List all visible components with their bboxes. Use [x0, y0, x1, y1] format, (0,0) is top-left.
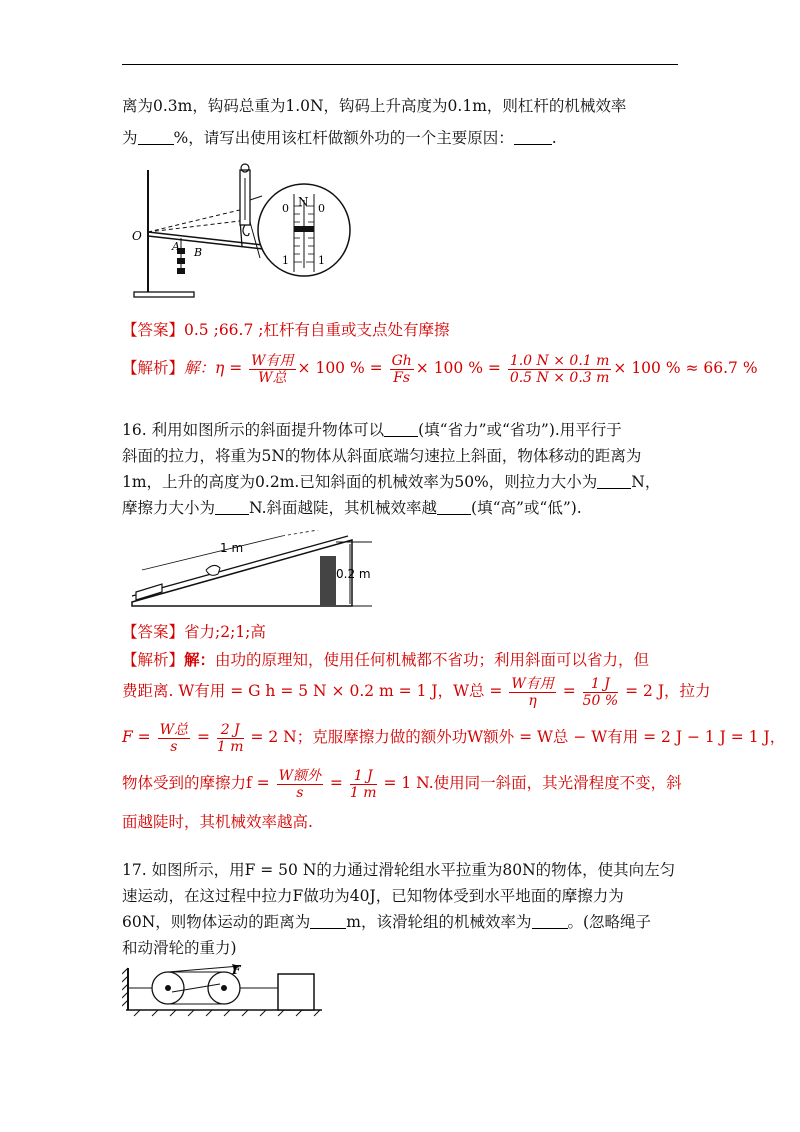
- fraction: $\frac{1 J}{1 m}$: [349, 767, 377, 801]
- answer-blank[interactable]: [138, 129, 174, 145]
- label-B: B: [194, 246, 203, 259]
- answer-blank[interactable]: [532, 913, 568, 929]
- q16-line1: 16. 利用如图所示的斜面提升物体可以 (填“省力”或“省功”).用平行于: [122, 421, 622, 439]
- label-zero-right: 0: [318, 202, 325, 215]
- pulley-figure: [122, 962, 342, 1022]
- fraction: $\frac{\text{W额外}}{s}$: [278, 767, 321, 801]
- q16-line2: 斜面的拉力，将重为5N的物体从斜面底端匀速拉上斜面，物体移动的距离为: [122, 447, 642, 465]
- q15-line1: 离为0.3m，钩码总重为1.0N，钩码上升高度为0.1m，则杠杆的机械效率: [122, 97, 627, 115]
- q15-line2: 为 %，请写出使用该杠杆做额外功的一个主要原因： .: [122, 129, 557, 147]
- q17-line2: 速运动，在这过程中拉力F做功为40J，已知物体受到水平地面的摩擦力为: [122, 887, 624, 905]
- q16-line4: 摩擦力大小为 N.斜面越陡，其机械效率越 (填“高”或“低”).: [122, 499, 582, 517]
- answer-blank[interactable]: [215, 499, 249, 515]
- label-F: F: [232, 963, 241, 977]
- label-O: O: [132, 229, 142, 243]
- answer-blank[interactable]: [514, 129, 552, 145]
- label-N: N: [298, 195, 309, 209]
- q17-line1: 17. 如图所示，用F = 50 N的力通过滑轮组水平拉重为80N的物体，使其向左匀: [122, 861, 676, 879]
- label-one-right: 1: [318, 254, 325, 267]
- q16-analysis-l3: F = $\frac{\text{W总}}{s}$ = $\frac{2 J}{1 m}$ = 2 N；克服摩擦力做的额外功W额外 = W总 − W有用 = 2 J − 1 J = 1 J，: [122, 721, 786, 755]
- label-length: 1 m: [220, 541, 244, 555]
- q17-line3: 60N，则物体运动的距离为 m，该滑轮组的机械效率为 。(忽略绳子: [122, 913, 652, 931]
- header-rule: [122, 64, 678, 65]
- fraction: $\frac{\text{W有用}}{\eta}$: [511, 675, 554, 709]
- fraction: $\frac{\text{W有用}}{\text{W总}}$: [251, 352, 294, 386]
- q15-analysis: 【解析】解：η = $\frac{\text{W有用}}{\text{W总}}$ × 100 % = $\frac{Gh}{Fs}$ × 100 % = $\frac{1.0 N \times 0.1 m}{0.5 N \times 0.3 m}$ × 100 % ≈ 66.7 %: [122, 352, 758, 386]
- q17-line4: 和动滑轮的重力): [122, 939, 237, 957]
- q16-analysis-l1: 【解析】解：由功的原理知，使用任何机械都不省功；利用斜面可以省力，但: [122, 650, 650, 669]
- incline-figure: [122, 530, 392, 612]
- lever-figure: [122, 160, 352, 310]
- label-height: 0.2 m: [336, 567, 371, 581]
- q16-answer: 【答案】省力;2;1;高: [122, 623, 266, 641]
- fraction: $\frac{2 J}{1 m}$: [216, 721, 244, 755]
- q16-analysis-l5: 面越陡时，其机械效率越高.: [122, 813, 313, 831]
- answer-blank[interactable]: [310, 913, 346, 929]
- answer-blank[interactable]: [437, 499, 471, 515]
- fraction: $\frac{Gh}{Fs}$: [391, 352, 412, 386]
- fraction: $\frac{1 J}{50 \%}$: [582, 675, 619, 709]
- label-one-left: 1: [282, 254, 289, 267]
- fraction: $\frac{1.0 N \times 0.1 m}{0.5 N \times 0.3 m}$: [509, 352, 610, 386]
- label-A: A: [172, 240, 180, 253]
- fraction: $\frac{\text{W总}}{s}$: [159, 721, 188, 755]
- answer-blank[interactable]: [597, 473, 631, 489]
- q16-analysis-l4: 物体受到的摩擦力f = $\frac{\text{W额外}}{s}$ = $\frac{1 J}{1 m}$ = 1 N.使用同一斜面，其光滑程度不变，斜: [122, 767, 682, 801]
- label-zero-left: 0: [282, 202, 289, 215]
- q16-analysis-l2: 费距离. W有用 = G h = 5 N × 0.2 m = 1 J，W总 = $\frac{\text{W有用}}{\eta}$ = $\frac{1 J}{50 \%}$ = 2 J，拉力: [122, 675, 711, 709]
- q15-answer: 【答案】0.5 ;66.7 ;杠杆有自重或支点处有摩擦: [122, 321, 450, 339]
- q16-line3: 1m，上升的高度为0.2m.已知斜面的机械效率为50%，则拉力大小为 N，: [122, 473, 661, 491]
- answer-blank[interactable]: [384, 421, 418, 437]
